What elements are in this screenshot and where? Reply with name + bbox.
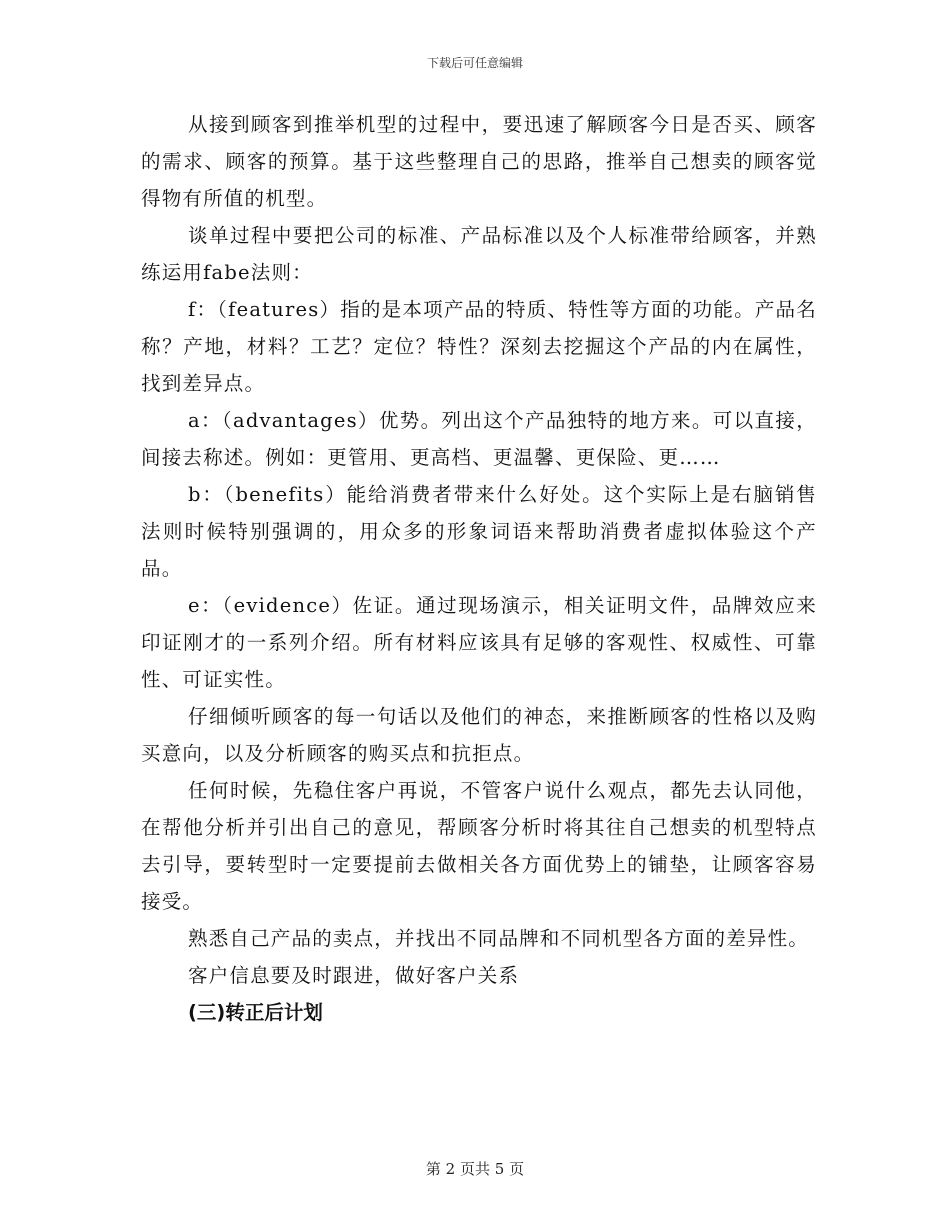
paragraph-selling-points: 熟悉自己产品的卖点，并找出不同品牌和不同机型各方面的差异性。 — [188, 927, 810, 950]
section-heading: (三)转正后计划 — [188, 1001, 323, 1024]
page-footer: 第 2 页共 5 页 — [425, 1160, 525, 1178]
paragraph-follow-up: 客户信息要及时跟进，做好客户关系 — [188, 964, 520, 987]
document-body — [141, 106, 817, 1031]
paragraph-fabe-evidence: e：（evidence）佐证。通过现场演示，相关证明文件，品牌效应来印证刚才的一系列介绍。所有材料应该具有足够的客观性、权威性、可靠性、可证实性。 — [141, 594, 817, 691]
paragraph-recommend-model: 从接到顾客到推举机型的过程中，要迅速了解顾客今日是否买、顾客的需求、顾客的预算。基于这些整理自己的思路，推举自己想卖的顾客觉得物有所值的机型。 — [141, 113, 817, 210]
paragraph-handle-customer: 任何时候，先稳住客户再说，不管客户说什么观点，都先去认同他，在帮他分析并引出自己的意见，帮顾客分析时将其往自己想卖的机型特点去引导，要转型时一定要提前去做相关各方面优势上的铺垫，让顾客容易接受。 — [141, 779, 817, 913]
paragraph-fabe-features: f：（features）指的是本项产品的特质、特性等方面的功能。产品名称？产地，材料？工艺？定位？特性？深刻去挖掘这个产品的内在属性，找到差异点。 — [141, 298, 817, 395]
page-header: 下载后可任意编辑 — [426, 56, 523, 70]
paragraph-listen-customer: 仔细倾听顾客的每一句话以及他们的神态，来推断顾客的性格以及购买意向，以及分析顾客的购买点和抗拒点。 — [141, 705, 817, 765]
paragraph-fabe-advantages: a：（advantages）优势。列出这个产品独特的地方来。可以直接，间接去称述。例如：更管用、更高档、更温馨、更保险、更…… — [141, 409, 817, 469]
paragraph-fabe-benefits: b：（benefits）能给消费者带来什么好处。这个实际上是右脑销售法则时候特别强调的，用众多的形象词语来帮助消费者虚拟体验这个产品。 — [141, 483, 817, 580]
paragraph-fabe-intro: 谈单过程中要把公司的标准、产品标准以及个人标准带给顾客，并熟练运用fabe法则： — [141, 224, 817, 284]
